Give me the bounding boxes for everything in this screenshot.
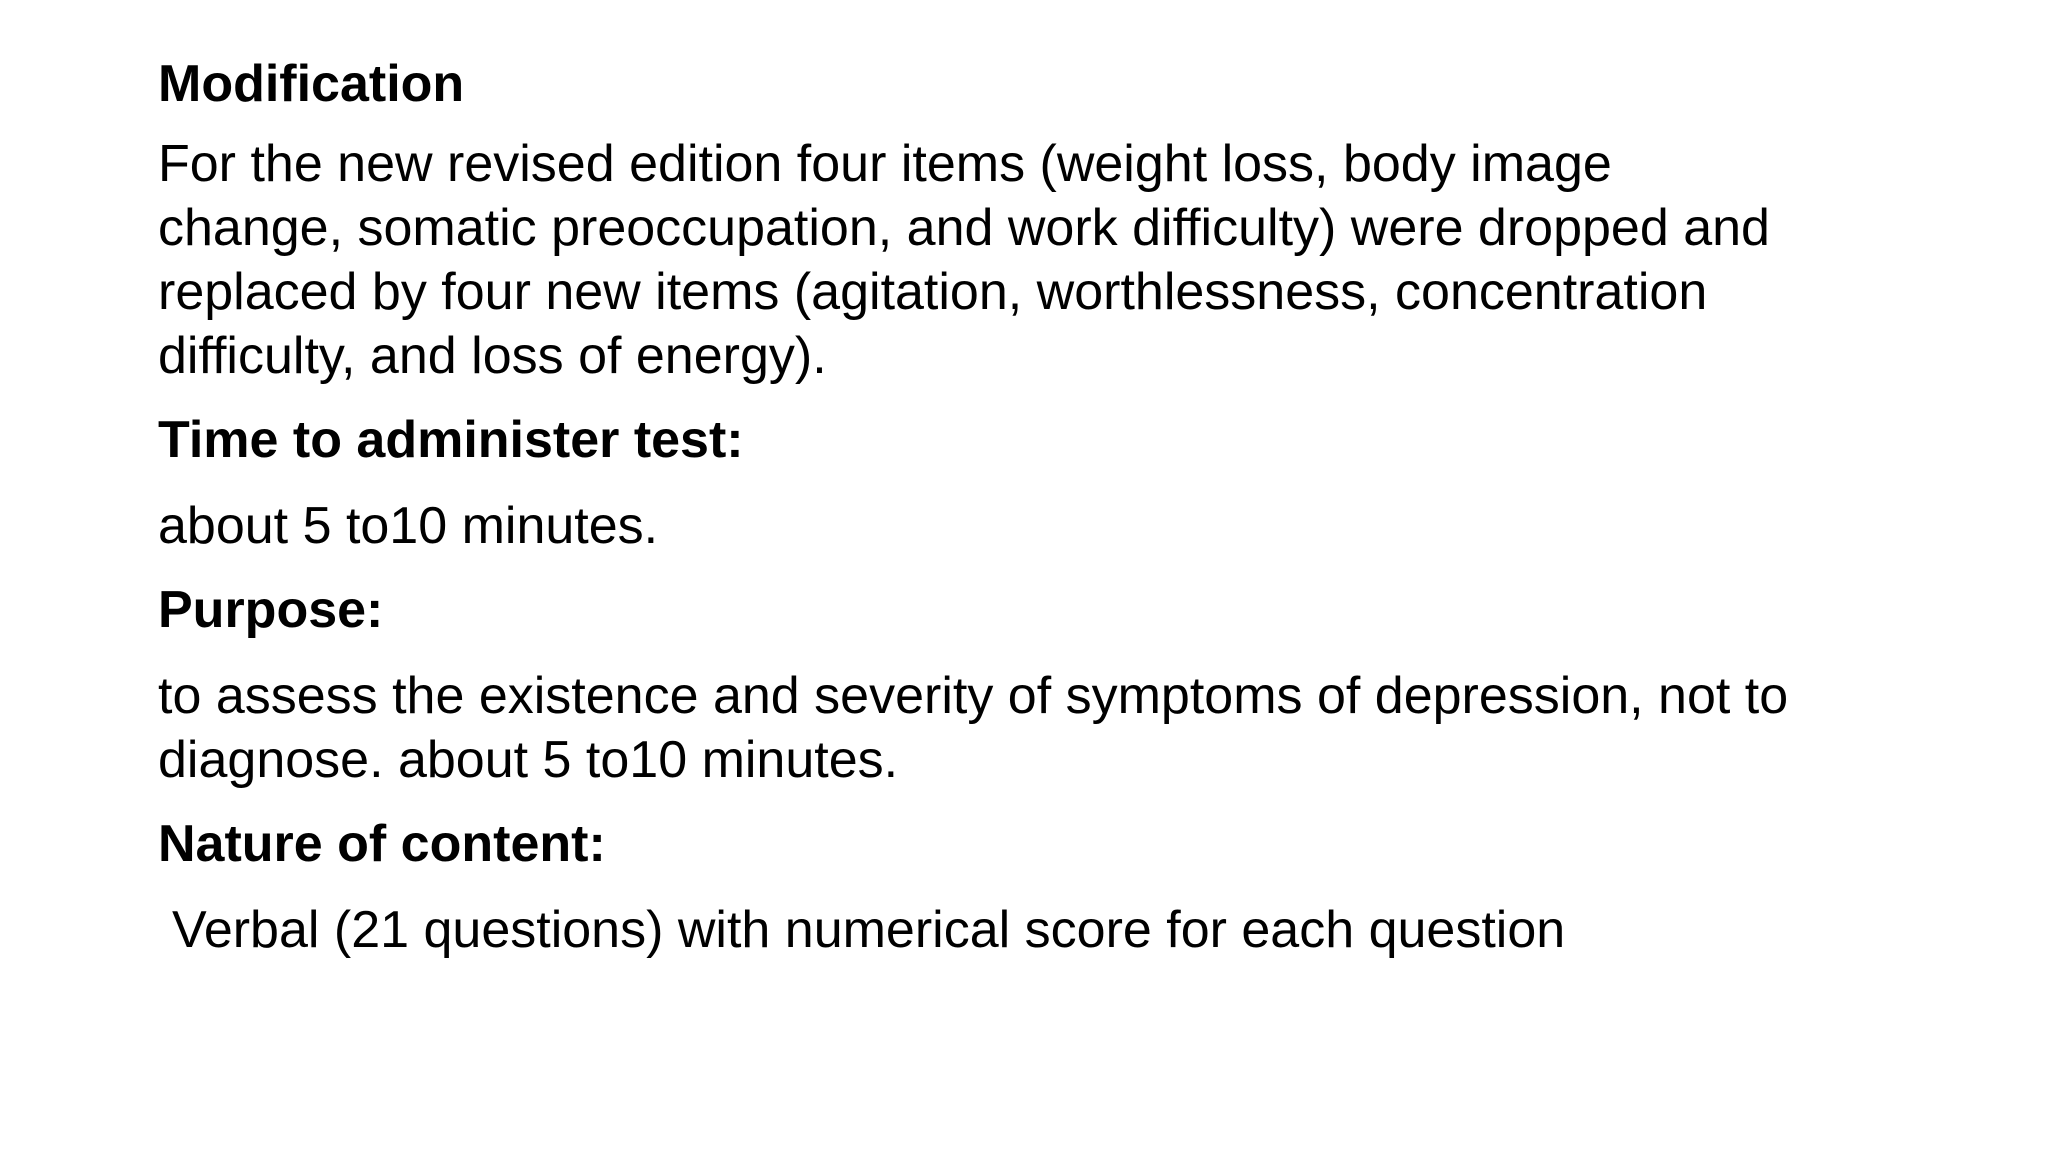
paragraph-line: about 5 to10 minutes. xyxy=(158,497,659,555)
paragraph-line: For the new revised edition four items (weight loss, body image xyxy=(158,135,1612,193)
paragraph-modification xyxy=(158,132,1918,388)
paragraph-time-to-administer xyxy=(158,494,1918,558)
paragraph-line: diagnose. about 5 to10 minutes. xyxy=(158,731,899,789)
heading-nature-of-content: Nature of content: xyxy=(158,815,606,873)
paragraph-line: to assess the existence and severity of symptoms of depression, not to xyxy=(158,667,1789,725)
slide-body xyxy=(158,52,1918,962)
heading-modification: Modification xyxy=(158,55,465,113)
heading-purpose: Purpose: xyxy=(158,581,384,639)
paragraph-line: replaced by four new items (agitation, worthlessness, concentration xyxy=(158,263,1708,321)
heading-time-to-administer: Time to administer test: xyxy=(158,411,744,469)
paragraph-nature-of-content xyxy=(158,898,1918,962)
paragraph-line: Verbal (21 questions) with numerical score for each question xyxy=(172,901,1566,959)
paragraph-line: change, somatic preoccupation, and work difficulty) were dropped and xyxy=(158,199,1770,257)
paragraph-purpose xyxy=(158,664,1918,792)
paragraph-line: difficulty, and loss of energy). xyxy=(158,327,827,385)
